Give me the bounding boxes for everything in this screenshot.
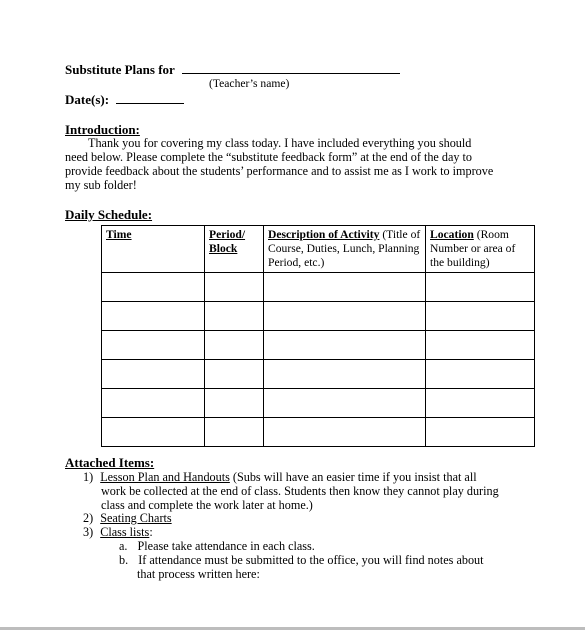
lesson-plan-line-2: work be collected at the end of class. Students then know they cannot play during [101, 484, 499, 498]
schedule-row [102, 360, 535, 389]
cell-period[interactable] [205, 360, 264, 389]
cell-location[interactable] [426, 331, 535, 360]
sub-item-a [119, 539, 315, 553]
column-header-time [102, 226, 205, 273]
column-header-location [426, 226, 535, 273]
schedule-header-row [102, 226, 535, 273]
list-number: 1) [83, 470, 94, 484]
list-item-class-lists [83, 525, 153, 539]
schedule-row [102, 389, 535, 418]
cell-period[interactable] [205, 389, 264, 418]
class-lists-title: Class lists [100, 525, 150, 539]
cell-description[interactable] [264, 389, 426, 418]
list-number: 2) [83, 511, 94, 525]
cell-period[interactable] [205, 273, 264, 302]
cell-location[interactable] [426, 360, 535, 389]
cell-time[interactable] [102, 273, 205, 302]
sub-item-b-line-2: that process written here: [137, 567, 260, 581]
list-item-seating-charts [83, 511, 172, 525]
column-header-period [205, 226, 264, 273]
cell-location[interactable] [426, 273, 535, 302]
list-item-lesson-plan [83, 470, 477, 484]
column-description-title: Description of Activity [268, 228, 380, 241]
date-label: Date(s): [65, 92, 110, 107]
date-line [65, 92, 184, 107]
teacher-name-caption: (Teacher’s name) [209, 77, 290, 90]
cell-description[interactable] [264, 302, 426, 331]
cell-time[interactable] [102, 302, 205, 331]
cell-period[interactable] [205, 302, 264, 331]
cell-time[interactable] [102, 389, 205, 418]
introduction-heading: Introduction: [65, 122, 140, 137]
schedule-table [101, 225, 535, 447]
sub-item-b-text: If attendance must be submitted to the office, you will find notes about [138, 553, 484, 567]
lesson-plan-note: (Subs will have an easier time if you insist that all [229, 470, 477, 484]
lesson-plan-line-3: class and complete the work later at home.) [101, 498, 313, 512]
sub-item-a-text: Please take attendance in each class. [137, 539, 315, 553]
attached-items-heading: Attached Items: [65, 455, 155, 470]
column-time-title: Time [106, 228, 132, 241]
teacher-name-blank[interactable] [182, 63, 400, 74]
list-number: 3) [83, 525, 94, 539]
cell-period[interactable] [205, 331, 264, 360]
column-description-note: (Title of Course, Duties, Lunch, Planning Period, etc.) [268, 228, 421, 269]
cell-period[interactable] [205, 418, 264, 447]
sub-item-b [119, 553, 484, 567]
lesson-plan-title: Lesson Plan and Handouts [100, 470, 230, 484]
cell-location[interactable] [426, 418, 535, 447]
date-blank[interactable] [116, 93, 184, 104]
schedule-row [102, 331, 535, 360]
substitute-plans-line [65, 62, 400, 77]
column-location-note: (Room Number or area of the building) [430, 228, 516, 269]
column-header-description [264, 226, 426, 273]
schedule-row [102, 418, 535, 447]
cell-location[interactable] [426, 302, 535, 331]
class-lists-colon: : [149, 525, 153, 539]
schedule-heading: Daily Schedule: [65, 207, 153, 222]
schedule-row [102, 302, 535, 331]
intro-line-3: provide feedback about the students’ performance and to assist me as I work to improve [65, 164, 494, 178]
column-location-title: Location [430, 228, 474, 241]
intro-line-2: need below. Please complete the “substitute feedback form” at the end of the day to [65, 150, 473, 164]
cell-time[interactable] [102, 331, 205, 360]
schedule-row [102, 273, 535, 302]
substitute-label: Substitute Plans for [65, 62, 175, 77]
sub-item-letter: a. [119, 539, 128, 553]
intro-line-4: my sub folder! [65, 178, 137, 192]
cell-time[interactable] [102, 418, 205, 447]
cell-location[interactable] [426, 389, 535, 418]
seating-charts-title: Seating Charts [100, 511, 172, 525]
cell-description[interactable] [264, 273, 426, 302]
sub-item-letter: b. [119, 553, 129, 567]
cell-description[interactable] [264, 418, 426, 447]
cell-description[interactable] [264, 331, 426, 360]
intro-line-1: Thank you for covering my class today. I have included everything you should [88, 136, 472, 150]
cell-description[interactable] [264, 360, 426, 389]
column-period-title: Period/ Block [209, 228, 246, 255]
cell-time[interactable] [102, 360, 205, 389]
